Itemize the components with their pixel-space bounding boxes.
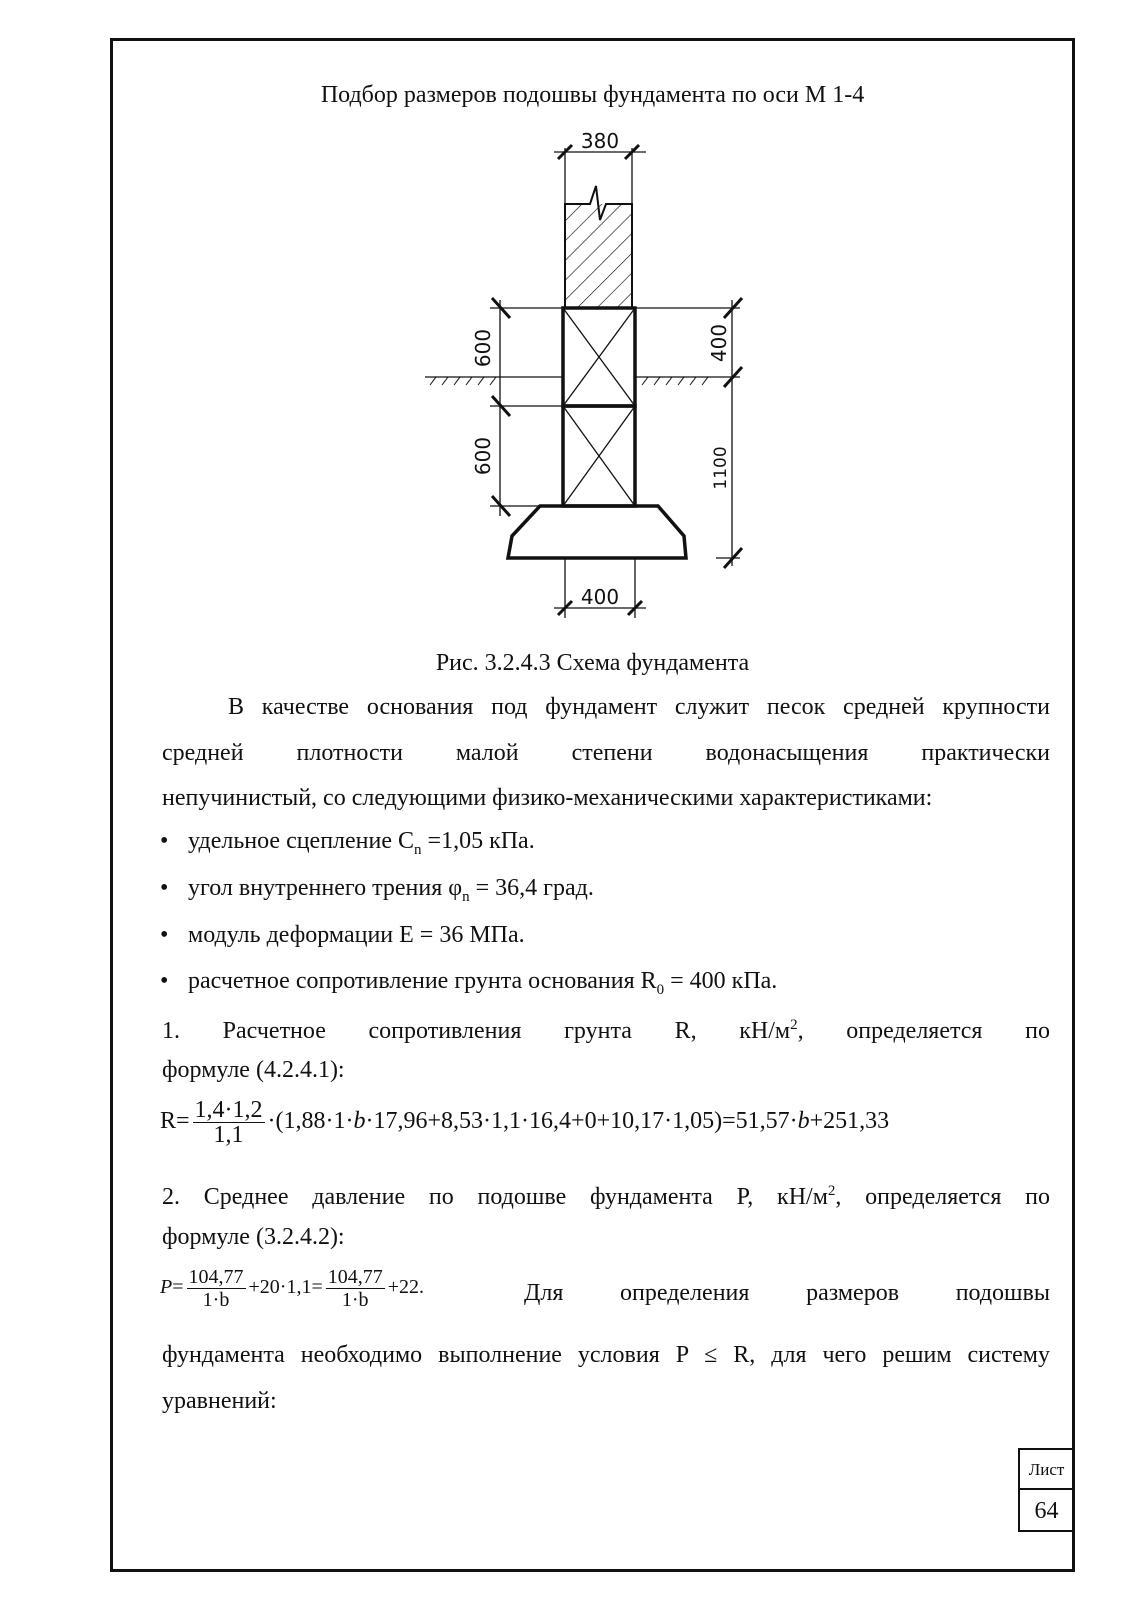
formula-p: P= $\frac{104,77}{1\cdot b}$ +20·1,1= $\frac{104,77}{1\cdot b}$ +22. [160, 1266, 424, 1311]
formula-p-fraction-1: $\frac{104,77}{1\cdot b}$ [188, 1266, 244, 1311]
step2-inline-text: Для определения размеров подошвы [524, 1280, 1050, 1306]
bullet-dot: • [160, 828, 169, 854]
dim-left-upper-label: 600 [471, 328, 495, 368]
bullet-cohesion: • удельное сцепление $C_n =1,05$ кПа. [160, 828, 535, 858]
formula-p-fraction-2: $\frac{104,77}{1\cdot b}$ [327, 1266, 383, 1311]
figure-caption: Рис. 3.2.4.3 Схема фундамента [435, 650, 750, 676]
step1-line-2: формуле (4.2.4.1): [162, 1057, 345, 1083]
bullet-design-resistance: • расчетное сопротивление грунта основания $R_0 = 400$ кПа. [160, 968, 778, 998]
page-number: 64 [1018, 1488, 1075, 1532]
foundation-diagram [420, 128, 760, 638]
step2-line-2: формуле (3.2.4.2): [162, 1224, 345, 1250]
sheet-label: Лист [1018, 1448, 1075, 1490]
intro-line-1: В качестве основания под фундамент служит песок средней крупности [228, 694, 1050, 720]
bullet-friction-angle: • угол внутреннего трения $\varphi_n = 36,4$ град. [160, 875, 594, 905]
dim-right-total-label: 1100 [711, 446, 731, 490]
bullet-deformation-modulus: • модуль деформации E = 36 МПа. [160, 922, 525, 948]
bullet-dot: • [160, 922, 169, 948]
dim-bottom-label: 400 [580, 585, 620, 609]
intro-line-2: средней плотности малой степени водонасыщения практически [162, 740, 1050, 766]
formula-r-fraction: $\frac{1,4\cdot 1,2}{1,1}$ [194, 1097, 263, 1148]
bullet-dot: • [160, 875, 169, 901]
step2-line-5: уравнений: [162, 1388, 277, 1414]
bullet-dot: • [160, 968, 169, 994]
step1-line-1: 1. Расчетное сопротивления грунта R, $кН/м^2$, определяется по [162, 1017, 1050, 1044]
formula-r: R= $\frac{1,4\cdot 1,2}{1,1}$ ·(1,88·1·b·17,96+8,53·1,1·16,4+0+10,17·1,05)=51,57·b+251,33 [160, 1097, 890, 1148]
step2-line-1: 2. Среднее давление по подошве фундамента P, $кН/м^2$, определяется по [162, 1183, 1050, 1210]
dim-right-upper-label: 400 [707, 323, 731, 363]
page-title: Подбор размеров подошвы фундамента по оси М 1-4 [320, 82, 865, 108]
dim-left-lower-label: 600 [471, 436, 495, 476]
dim-top-label: 380 [580, 129, 620, 153]
step2-line-4: фундамента необходимо выполнение условия P ≤ R, для чего решим систему [162, 1342, 1050, 1368]
intro-line-3: непучинистый, со следующими физико-механическими характеристиками: [162, 785, 933, 811]
